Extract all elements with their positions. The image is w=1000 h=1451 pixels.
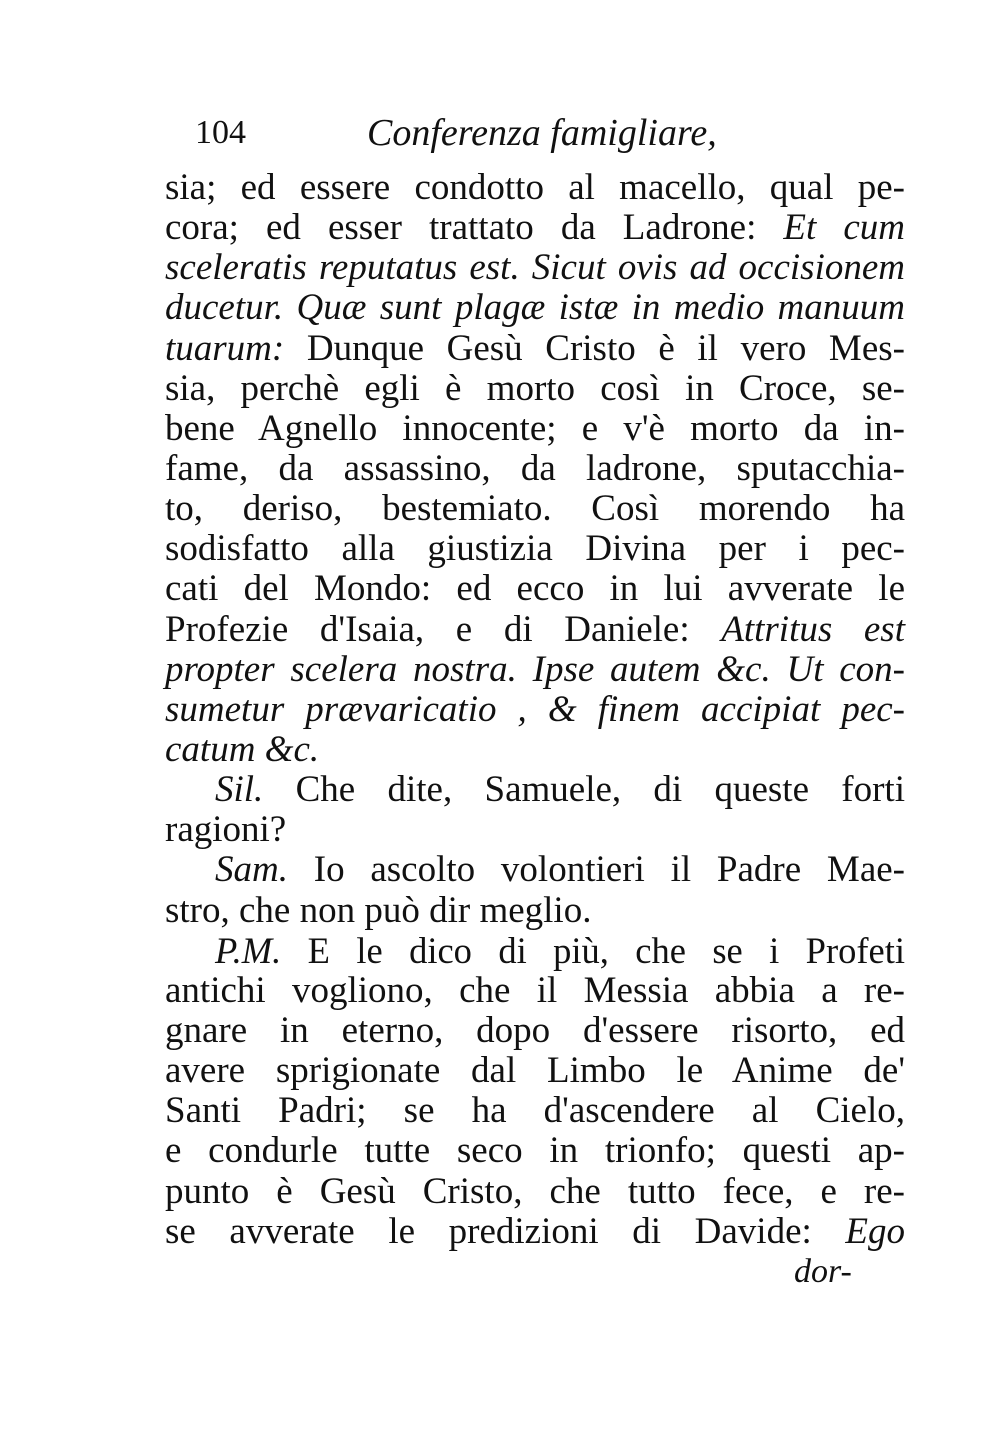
text-segment: punto è Gesù Cristo, che tutto fece, e re- xyxy=(165,1170,905,1212)
italic-segment: sceleratis reputatus est. Sicut ovis ad occisionem xyxy=(165,247,905,289)
text-line xyxy=(165,1051,905,1091)
text-line xyxy=(165,810,905,850)
text-segment: e condurle tutte seco in trionfo; questi ap- xyxy=(165,1130,905,1172)
text-line xyxy=(165,409,905,449)
text-line xyxy=(165,770,905,810)
text-line xyxy=(165,1091,905,1131)
italic-segment: tuarum: xyxy=(165,327,307,369)
text-segment: sia, perchè egli è morto così in Croce, se- xyxy=(165,367,905,409)
text-segment: sodisfatto alla giustizia Divina per i pec- xyxy=(165,528,905,570)
text-line xyxy=(165,1131,905,1171)
text-segment: Io ascolto volontieri il Padre Mae- xyxy=(313,849,905,891)
italic-segment: Sam. xyxy=(215,849,314,891)
text-segment: fame, da assassino, da ladrone, sputacchia- xyxy=(165,447,905,489)
italic-segment: Et cum xyxy=(783,207,905,249)
italic-segment: sumetur prævaricatio , & finem accipiat pec- xyxy=(165,688,905,730)
text-segment: gnare in eterno, dopo d'essere risorto, ed xyxy=(165,1009,905,1051)
text-segment: to, deriso, bestemiato. Così morendo ha xyxy=(165,488,905,530)
text-line xyxy=(165,730,905,770)
italic-segment: propter scelera nostra. Ipse autem &c. Ut con- xyxy=(165,648,905,690)
text-line xyxy=(165,971,905,1011)
text-line xyxy=(165,529,905,569)
text-line xyxy=(165,168,905,208)
text-segment: Profezie d'Isaia, e di Daniele: xyxy=(165,608,722,650)
text-line xyxy=(165,690,905,730)
text-line xyxy=(165,1011,905,1051)
page-header xyxy=(195,108,915,158)
page-number: 104 xyxy=(195,114,246,151)
text-segment: Dunque Gesù Cristo è il vero Mes- xyxy=(306,327,905,369)
text-line xyxy=(165,610,905,650)
catchword: dor- xyxy=(794,1253,852,1290)
text-line xyxy=(165,891,905,931)
text-line xyxy=(165,288,905,328)
italic-segment: Sil. xyxy=(215,769,296,811)
text-line xyxy=(165,1212,905,1252)
text-line xyxy=(165,208,905,248)
text-segment: sia; ed essere condotto al macello, qual pe- xyxy=(165,167,905,208)
text-segment: ragioni? xyxy=(165,809,287,851)
text-line xyxy=(165,369,905,409)
text-segment: bene Agnello innocente; e v'è morto da in- xyxy=(165,407,905,449)
text-line xyxy=(165,248,905,288)
text-line xyxy=(165,931,905,971)
body-text xyxy=(165,168,905,1252)
italic-segment: Attritus est xyxy=(721,608,905,650)
italic-segment: catum &c. xyxy=(165,728,320,770)
text-line xyxy=(165,449,905,489)
text-line xyxy=(165,569,905,609)
text-line xyxy=(165,850,905,890)
text-segment: Che dite, Samuele, di queste forti xyxy=(295,769,905,811)
text-line xyxy=(165,489,905,529)
text-line xyxy=(165,329,905,369)
text-segment: cati del Mondo: ed ecco in lui avverate le xyxy=(165,568,905,610)
text-segment: E le dico di più, che se i Profeti xyxy=(307,929,905,971)
text-segment: se avverate le predizioni di Davide: xyxy=(165,1210,846,1252)
text-line xyxy=(165,650,905,690)
running-head: Conferenza famigliare, xyxy=(367,112,717,154)
text-segment: Santi Padri; se ha d'ascendere al Cielo, xyxy=(165,1090,905,1132)
italic-segment: Ego xyxy=(845,1210,905,1252)
text-segment: stro, che non può dir meglio. xyxy=(165,889,592,931)
text-segment: antichi vogliono, che il Messia abbia a re- xyxy=(165,969,905,1011)
italic-segment: ducetur. Quæ sunt plagæ istæ in medio manuum xyxy=(165,287,905,329)
italic-segment: P.M. xyxy=(215,929,308,971)
text-segment: avere sprigionate dal Limbo le Anime de' xyxy=(165,1050,905,1092)
text-line xyxy=(165,1172,905,1212)
text-segment: cora; ed esser trattato da Ladrone: xyxy=(165,207,784,249)
